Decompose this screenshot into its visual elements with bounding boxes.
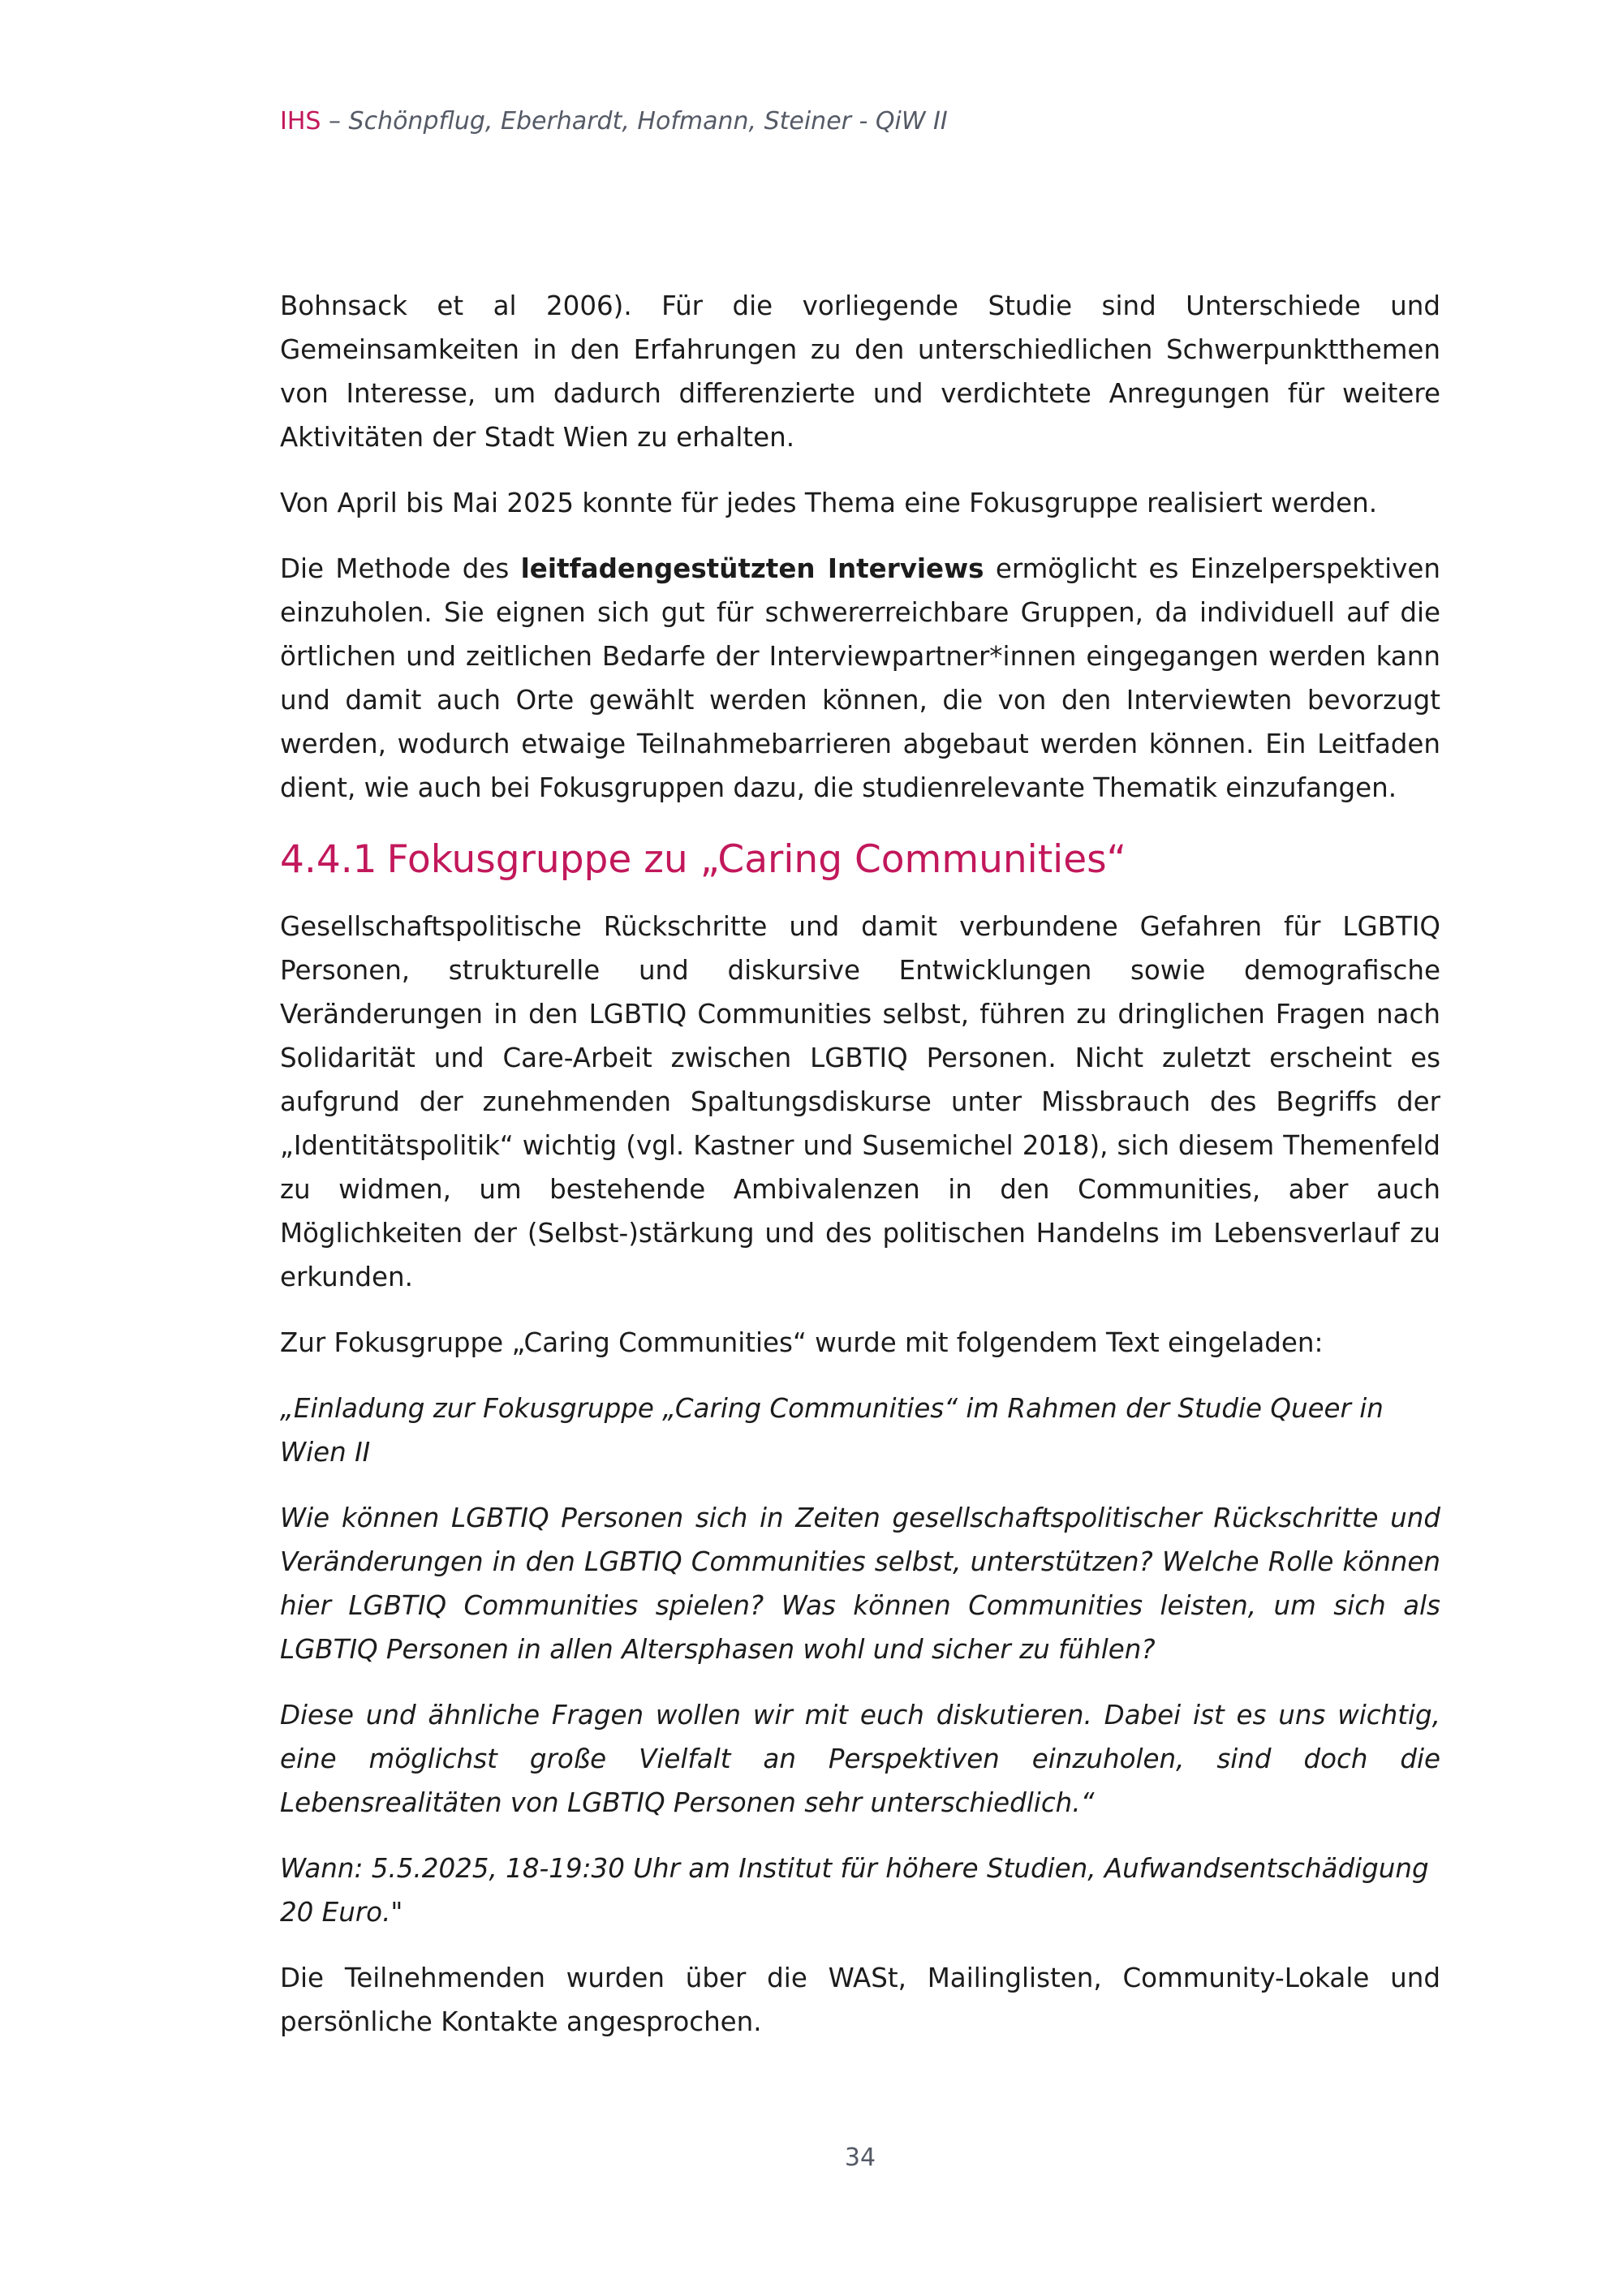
paragraph-3-rest: ermöglicht es Einzelperspektiven einzuholen. Sie eignen sich gut für schwererreichbare Gruppen, da individuell auf die örtlichen und zeitlichen Bedarfe der Interviewpartner*innen eingegangen werden kann und damit auch Orte gewählt werden können, die von den Interviewten bevorzugt werden, wodurch etwaige Teilnahmebarrieren abgebaut werden können. Ein Leitfaden dient, wie auch bei Fokusgruppen dazu, die studienrelevante Thematik einzufangen. xyxy=(280,553,1440,803)
bold-term: leitfadengestützten Interviews xyxy=(520,553,984,584)
header-authors: Schönpflug, Eberhardt, Hofmann, Steiner - QiW II xyxy=(348,107,948,135)
body-paragraph-3 xyxy=(280,547,1440,810)
paragraph-3-lead: Die Methode des xyxy=(280,553,521,584)
header-org: IHS xyxy=(280,107,321,135)
body-paragraph-1: Bohnsack et al 2006). Für die vorliegende Studie sind Unterschiede und Gemeinsamkeiten in den Erfahrungen zu den unterschiedlichen Schwerpunktthemen von Interesse, um dadurch differenzierte und verdichtete Anregungen für weitere Aktivitäten der Stadt Wien zu erhalten. xyxy=(280,290,1440,453)
header-separator: – xyxy=(321,107,349,135)
section-heading xyxy=(280,832,1440,888)
invitation-paragraph-1: Wie können LGBTIQ Personen sich in Zeiten gesellschaftspolitischer Rückschritte und Veränderungen in den LGBTIQ Communities selbst, unterstützen? Welche Rolle können hier LGBTIQ Communities spielen? Was können Communities leisten, um sich als LGBTIQ Personen in allen Altersphasen wohl und sicher zu fühlen? xyxy=(280,1503,1440,1665)
page-body xyxy=(280,284,1440,2066)
section-title: Fokusgruppe zu „Caring Communities“ xyxy=(386,837,1126,882)
section-number: 4.4.1 xyxy=(280,837,377,882)
section-paragraph-3: Die Teilnehmenden wurden über die WASt, Mailinglisten, Community-Lokale und persönliche Kontakte angesprochen. xyxy=(280,1963,1440,2037)
section-paragraph-2: Zur Fokusgruppe „Caring Communities“ wurde mit folgendem Text eingeladen: xyxy=(280,1327,1324,1358)
running-header xyxy=(280,105,948,138)
invitation-title: „Einladung zur Fokusgruppe „Caring Communities“ im Rahmen der Studie Queer in Wien II xyxy=(280,1393,1384,1468)
section-paragraph-1: Gesellschaftspolitische Rückschritte und damit verbundene Gefahren für LGBTIQ Personen, strukturelle und diskursive Entwicklungen sowie demografische Veränderungen in den LGBTIQ Communities selbst, führen zu dringlichen Fragen nach Solidarität und Care-Arbeit zwischen LGBTIQ Personen. Nicht zuletzt erscheint es aufgrund der zunehmenden Spaltungsdiskurse unter Missbrauch des Begriffs der „Identitätspolitik“ wichtig (vgl. Kastner und Susemichel 2018), sich diesem Themenfeld zu widmen, um bestehende Ambivalenzen in den Communities, aber auch Möglichkeiten der (Selbst-)stärkung und des politischen Handelns im Lebensverlauf zu erkunden. xyxy=(280,911,1440,1292)
invitation-when: Wann: 5.5.2025, 18-19:30 Uhr am Institut für höhere Studien, Aufwandsentschädigung 20 Euro." xyxy=(280,1853,1429,1928)
invitation-paragraph-2: Diese und ähnliche Fragen wollen wir mit euch diskutieren. Dabei ist es uns wichtig, eine möglichst große Vielfalt an Perspektiven einzuholen, sind doch die Lebensrealitäten von LGBTIQ Personen sehr unterschiedlich.“ xyxy=(280,1700,1440,1818)
body-paragraph-2: Von April bis Mai 2025 konnte für jedes Thema eine Fokusgruppe realisiert werden. xyxy=(280,488,1378,518)
page-number: 34 xyxy=(844,2143,876,2172)
